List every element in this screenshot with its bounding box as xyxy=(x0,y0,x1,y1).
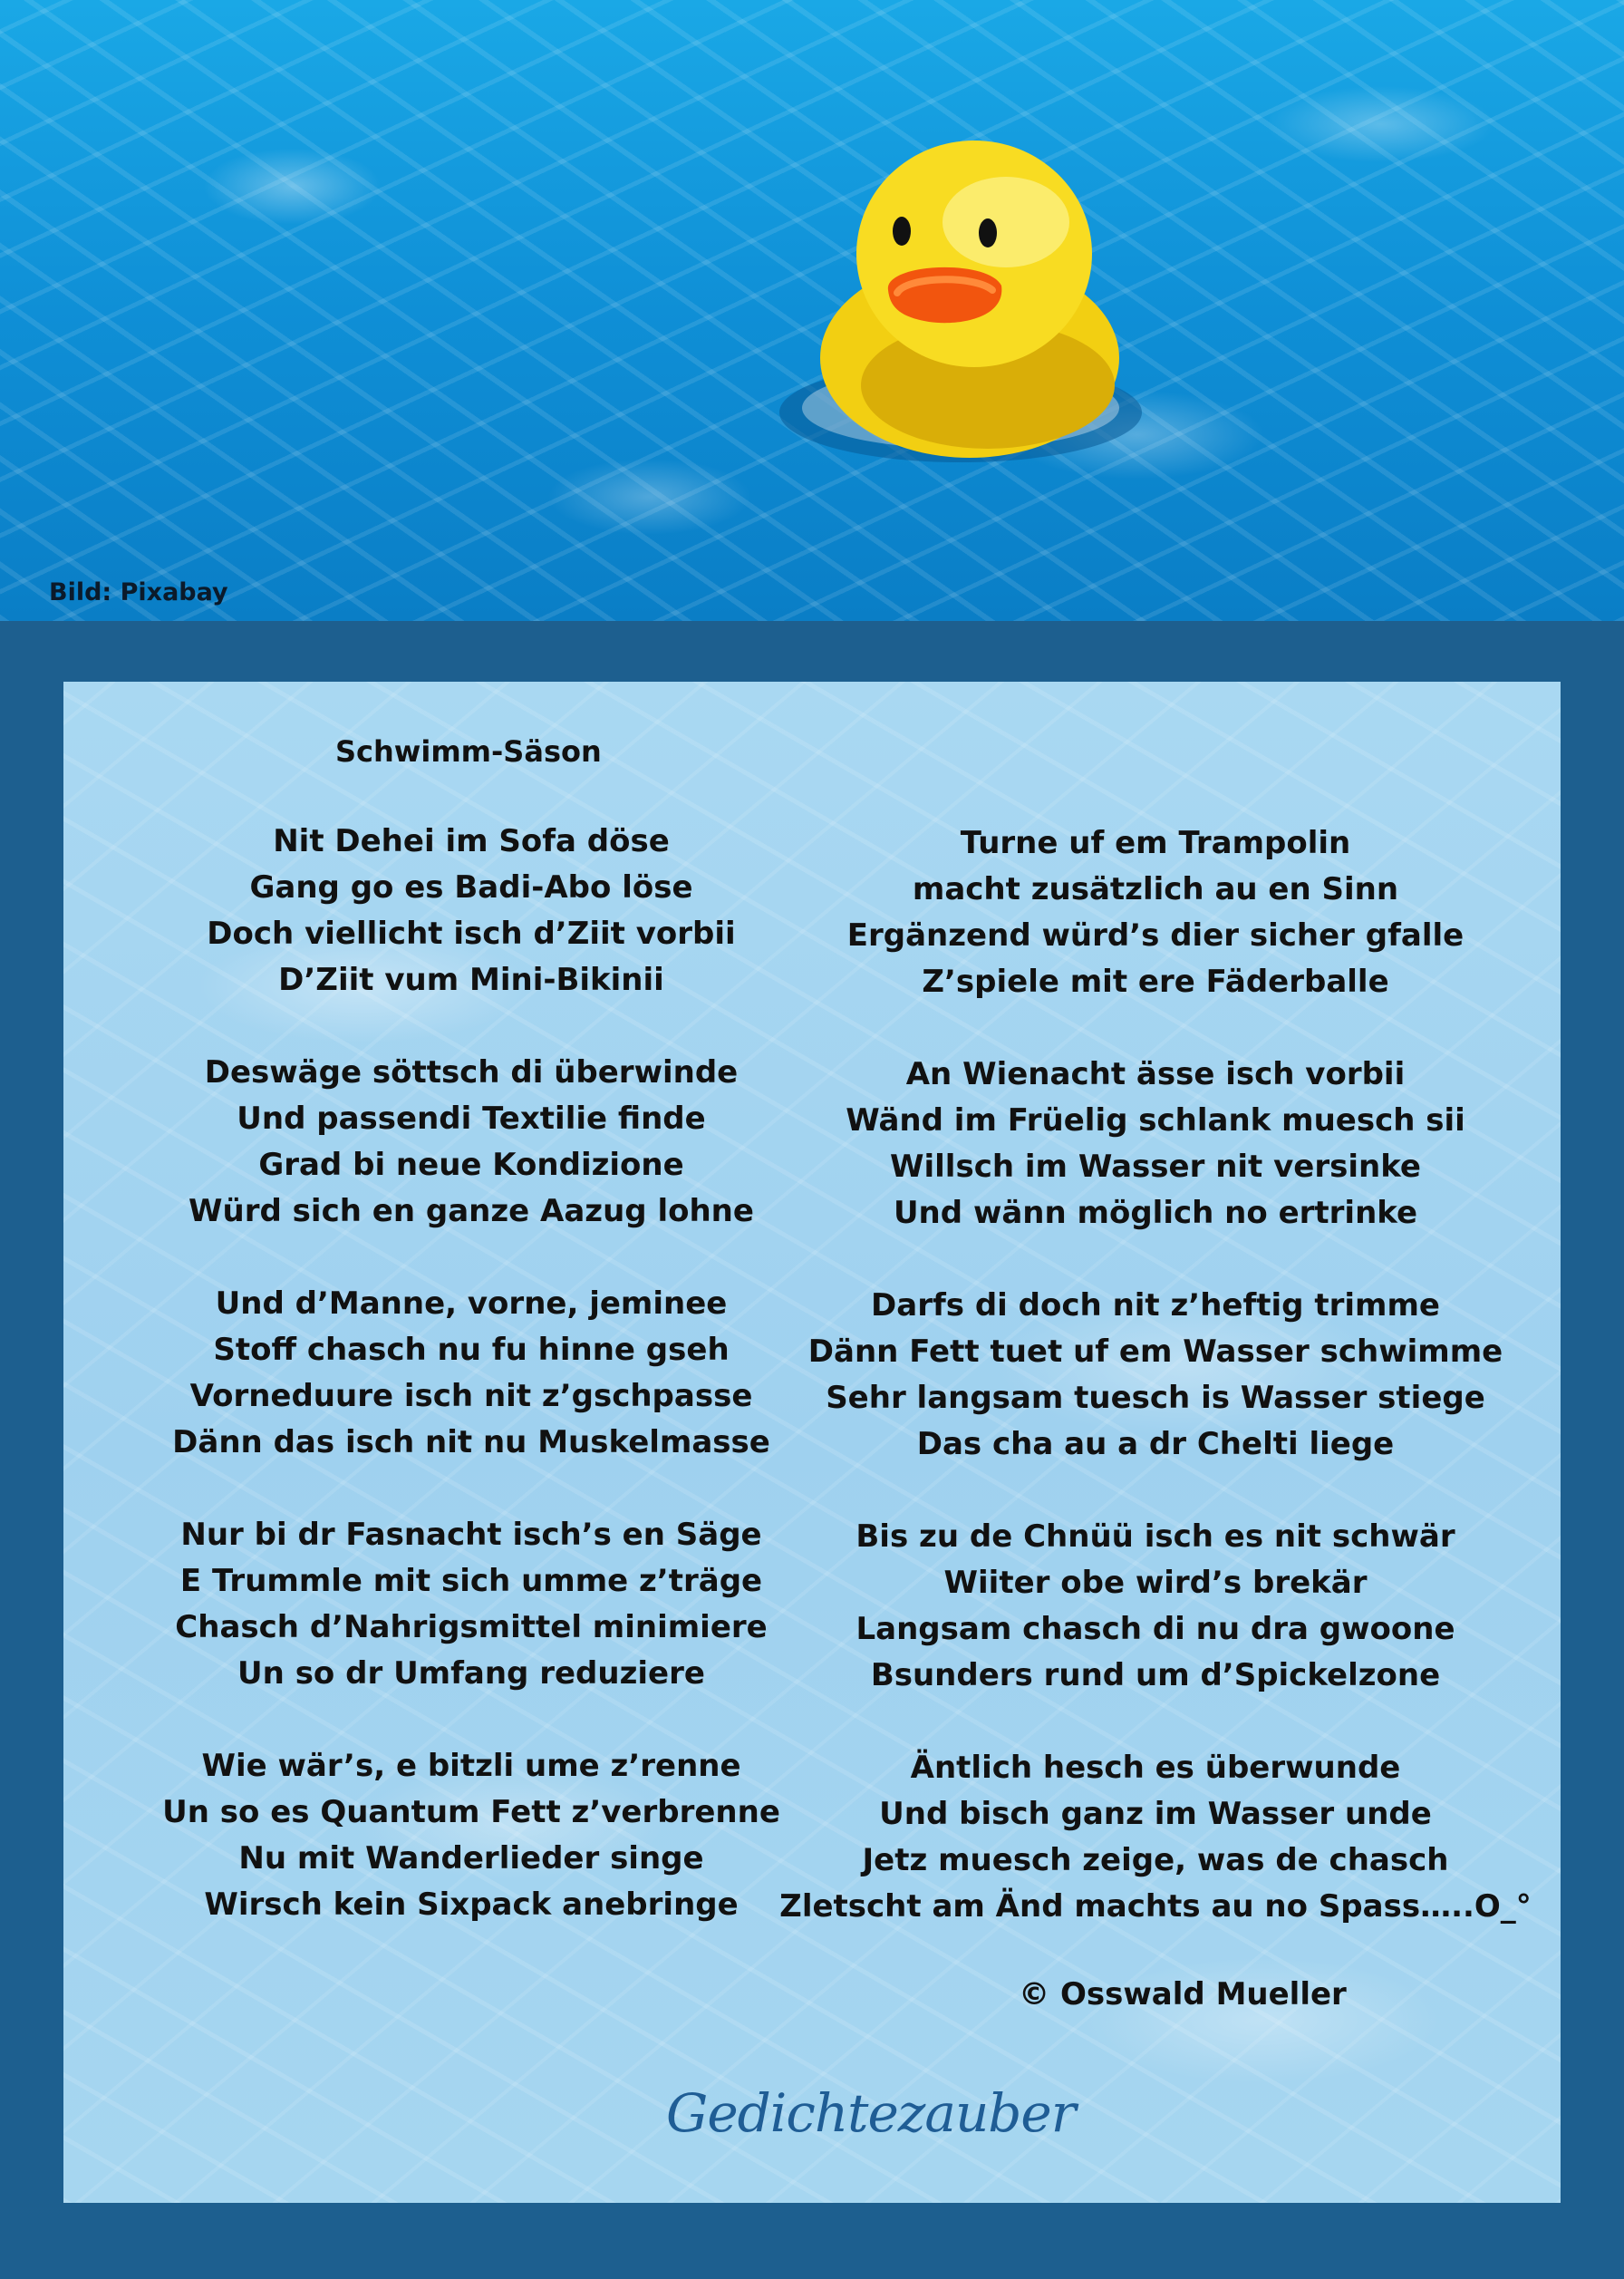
poem-line: Un so es Quantum Fett z’verbrenne xyxy=(162,1794,780,1830)
poem-card xyxy=(63,682,1561,2203)
poem-line: E Trummle mit sich umme z’träge xyxy=(179,1563,763,1599)
stanza xyxy=(779,1745,1532,1930)
poem-line: Wiiter obe wird’s brekär xyxy=(943,1565,1368,1601)
poem-line: Dänn das isch nit nu Muskelmasse xyxy=(172,1424,770,1460)
poem-line: Stoff chasch nu fu hinne gseh xyxy=(213,1332,730,1368)
stanza xyxy=(118,1743,825,1928)
poem-line: Un so dr Umfang reduziere xyxy=(237,1655,705,1692)
poem-line: Willsch im Wasser nit versinke xyxy=(890,1149,1421,1185)
poem-line: Und passendi Textilie finde xyxy=(237,1101,706,1137)
signature-logo: Gedichtezauber xyxy=(666,2082,1076,2144)
poem-line: Das cha au a dr Chelti liege xyxy=(916,1426,1395,1462)
poem-line: D’Ziit vum Mini-Bikinii xyxy=(278,962,664,998)
copyright-author: © Osswald Mueller xyxy=(1019,1976,1347,2012)
poem-line: Wirsch kein Sixpack anebringe xyxy=(204,1886,739,1923)
poem-column-left xyxy=(118,819,825,1974)
poem-line: Und d’Manne, vorne, jeminee xyxy=(215,1285,728,1322)
rubber-duck-image xyxy=(779,141,1142,485)
poem-line: Chasch d’Nahrigsmittel minimiere xyxy=(175,1609,768,1645)
poem-column-right xyxy=(779,820,1532,1976)
poem-line: Turne uf em Trampolin xyxy=(960,825,1351,861)
poem-line: Deswäge söttsch di überwinde xyxy=(204,1054,739,1091)
stanza xyxy=(779,1283,1532,1468)
poem-line: Dänn Fett tuet uf em Wasser schwimme xyxy=(807,1333,1503,1370)
stanza xyxy=(779,820,1532,1005)
poem-line: Und bisch ganz im Wasser unde xyxy=(879,1796,1432,1832)
poem-line: Langsam chasch di nu dra gwoone xyxy=(856,1611,1455,1647)
stanza xyxy=(118,1281,825,1466)
poem-line: Doch viellicht isch d’Ziit vorbii xyxy=(207,916,736,952)
poem-line: macht zusätzlich au en Sinn xyxy=(912,871,1399,907)
poem-line: Jetz muesch zeige, was de chasch xyxy=(862,1842,1449,1878)
poem-line: Ergänzend würd’s dier sicher gfalle xyxy=(846,917,1464,954)
photo-credit: Bild: Pixabay xyxy=(49,578,228,606)
stanza xyxy=(779,1052,1532,1236)
poem-line: Gang go es Badi-Abo löse xyxy=(249,869,693,906)
poem-line: Würd sich en ganze Aazug lohne xyxy=(188,1193,754,1229)
poem-line: Darfs di doch nit z’heftig trimme xyxy=(871,1287,1440,1324)
poem-line: Wie wär’s, e bitzli ume z’renne xyxy=(201,1748,741,1784)
poem-line: Nit Dehei im Sofa döse xyxy=(273,823,670,859)
poem-line: Äntlich hesch es überwunde xyxy=(910,1750,1401,1786)
poem-line: Zletscht am Änd machts au no Spass…..O_° xyxy=(779,1888,1532,1925)
poem-line: Z’spiele mit ere Fäderballe xyxy=(922,964,1389,1000)
poem-line: Sehr langsam tuesch is Wasser stiege xyxy=(826,1380,1485,1416)
header-photo xyxy=(0,0,1624,621)
poem-line: Und wänn möglich no ertrinke xyxy=(893,1195,1418,1231)
poem-line: Grad bi neue Kondizione xyxy=(258,1147,684,1183)
poem-title: Schwimm-Säson xyxy=(335,734,602,769)
stanza xyxy=(118,1050,825,1235)
poem-line: Bsunders rund um d’Spickelzone xyxy=(870,1657,1441,1693)
poem-line: Vorneduure isch nit z’gschpasse xyxy=(189,1378,753,1414)
poem-line: An Wienacht ässe isch vorbii xyxy=(905,1056,1406,1092)
poem-line: Nur bi dr Fasnacht isch’s en Säge xyxy=(180,1517,762,1553)
stanza xyxy=(779,1514,1532,1699)
poem-line: Wänd im Früelig schlank muesch sii xyxy=(846,1102,1465,1139)
stanza xyxy=(118,1512,825,1697)
poem-line: Nu mit Wanderlieder singe xyxy=(238,1840,704,1877)
poem-line: Bis zu de Chnüü isch es nit schwär xyxy=(856,1518,1455,1555)
stanza xyxy=(118,819,825,1004)
